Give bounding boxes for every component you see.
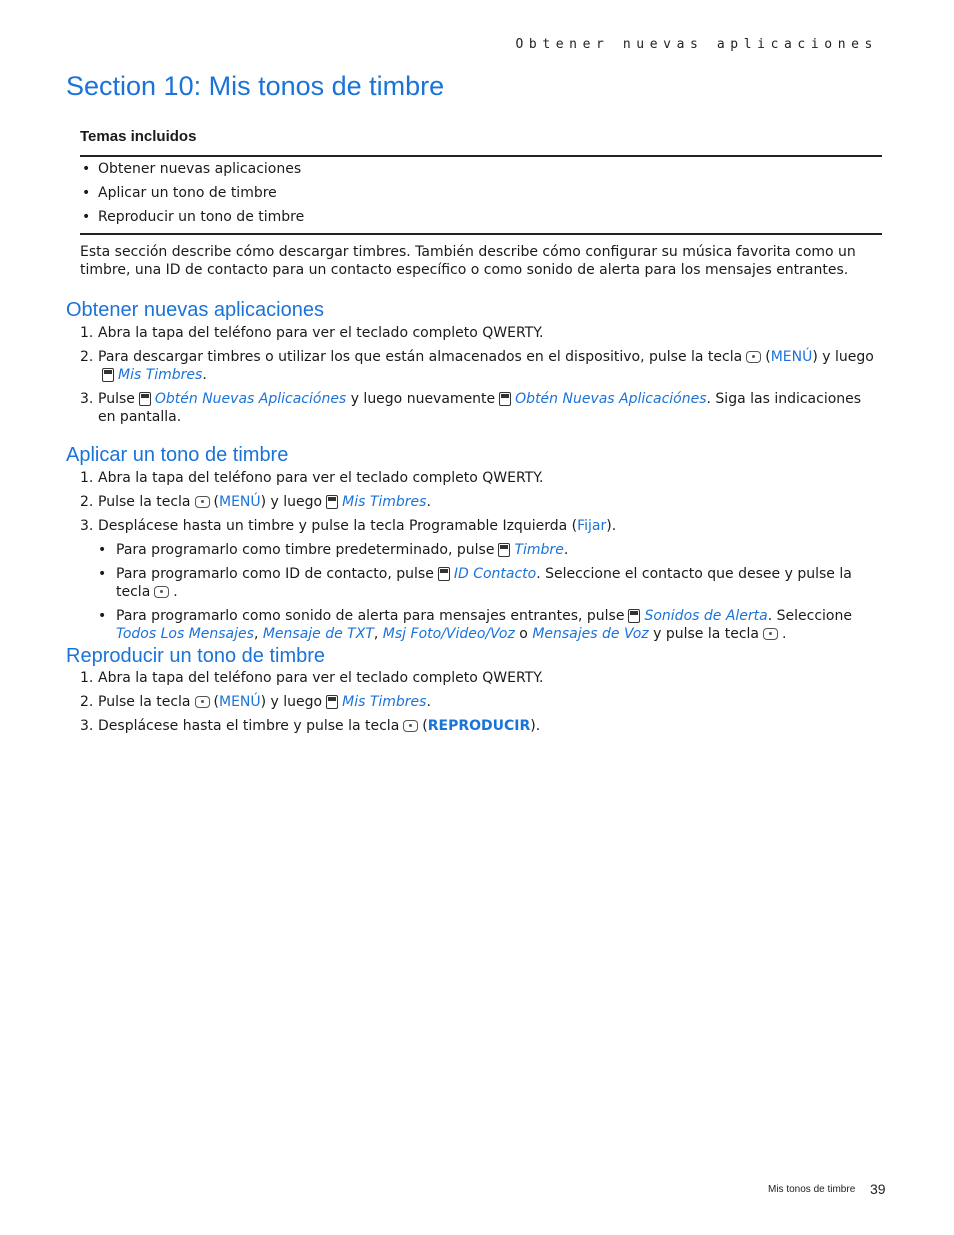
- step-item: 1. Abra la tapa del teléfono para ver el teclado completo QWERTY.: [80, 325, 544, 341]
- running-header: Obtener nuevas aplicaciones: [515, 37, 878, 52]
- ok-key-icon: [763, 628, 778, 640]
- app-icon: [628, 609, 640, 623]
- ok-key-icon: [195, 496, 210, 508]
- steps-aplicar: [80, 469, 880, 649]
- topics-rule-bottom: [80, 233, 882, 235]
- link-msj-foto[interactable]: Msj Foto/Video/Voz: [382, 626, 515, 642]
- sub-bullet-item: • Para programarlo como timbre predeterminado, pulse Timbre.: [98, 542, 569, 558]
- menu-label: MENÚ: [218, 494, 261, 510]
- sub-bullet-item: • Para programarlo como ID de contacto, pulse ID Contacto. Seleccione el contacto que desee y pulse la tecla .: [98, 566, 852, 600]
- step-item: 3. Pulse Obtén Nuevas Aplicaciónes y luego nuevamente Obtén Nuevas Aplicaciónes. Siga las indicaciones en pantalla.: [80, 391, 862, 425]
- step-item: 1. Abra la tapa del teléfono para ver el teclado completo QWERTY.: [80, 670, 544, 686]
- link-mensaje-txt[interactable]: Mensaje de TXT: [262, 626, 374, 642]
- link-mensajes-voz[interactable]: Mensajes de Voz: [532, 626, 649, 642]
- steps-obtener: [80, 324, 880, 432]
- ok-key-icon: [403, 720, 418, 732]
- footer-label: Mis tonos de timbre: [768, 1184, 856, 1195]
- page-number: 39: [870, 1181, 886, 1197]
- fijar-label: Fijar: [577, 518, 607, 534]
- reproducir-label: REPRODUCIR: [427, 718, 531, 734]
- section-title: Section 10: Mis tonos de timbre: [66, 71, 445, 101]
- intro-paragraph: Esta sección describe cómo descargar timbres. También describe cómo configurar su música favorita como un timbre, una ID de contacto para un contacto específico o como sonido de alerta para los mensajes entrantes.: [80, 244, 856, 278]
- menu-label: MENÚ: [218, 694, 261, 710]
- heading-obtener: Obtener nuevas aplicaciones: [66, 299, 324, 321]
- step-item: 2. Pulse la tecla (MENÚ) y luego Mis Timbres.: [80, 694, 431, 710]
- link-id-contacto[interactable]: ID Contacto: [453, 566, 537, 582]
- app-icon: [499, 392, 511, 406]
- app-icon: [139, 392, 151, 406]
- heading-reproducir: Reproducir un tono de timbre: [66, 645, 326, 667]
- ok-key-icon: [154, 586, 169, 598]
- heading-aplicar: Aplicar un tono de timbre: [66, 444, 289, 466]
- topic-item: • Reproducir un tono de timbre: [82, 205, 304, 229]
- app-icon: [326, 495, 338, 509]
- step-item: 2. Para descargar timbres o utilizar los que están almacenados en el dispositivo, pulse la tecla (MENÚ) y luegoMis Timbres.: [80, 349, 874, 383]
- link-mis-timbres[interactable]: Mis Timbres: [118, 367, 203, 383]
- topic-item: • Obtener nuevas aplicaciones: [82, 157, 304, 181]
- link-todos-los-mensajes[interactable]: Todos Los Mensajes: [116, 626, 254, 642]
- link-mis-timbres[interactable]: Mis Timbres: [342, 494, 427, 510]
- link-sonidos-alerta[interactable]: Sonidos de Alerta: [644, 608, 768, 624]
- step-item: 2. Pulse la tecla (MENÚ) y luego Mis Timbres.: [80, 494, 431, 510]
- app-icon: [498, 543, 510, 557]
- app-icon: [102, 368, 114, 382]
- ok-key-icon: [746, 351, 761, 363]
- topic-item: • Aplicar un tono de timbre: [82, 181, 304, 205]
- step-item: 1. Abra la tapa del teléfono para ver el teclado completo QWERTY.: [80, 470, 544, 486]
- step-item: 3. Desplácese hasta un timbre y pulse la tecla Programable Izquierda (Fijar). • Para programarlo como timbre predeterminado, pulse Timbre. • Para programarlo como ID de contacto, pulse ID Contacto. Seleccione el contacto que desee y pulse la tecla . • Para programarlo como sonido de alerta para mensajes entrantes, pulse Sonidos de Alerta. Seleccione Todos Los Mensajes, Mensaje de TXT, Msj Foto/Video/Voz o Mensajes de Voz y pulse la tecla .: [80, 517, 880, 643]
- link-obten-nuevas[interactable]: Obtén Nuevas Aplicaciónes: [515, 391, 707, 407]
- link-timbre[interactable]: Timbre: [514, 542, 564, 558]
- app-icon: [438, 567, 450, 581]
- steps-reproducir: [80, 669, 880, 741]
- sub-bullets: [98, 541, 880, 643]
- topics-list: [82, 157, 304, 229]
- sub-bullet-item: • Para programarlo como sonido de alerta para mensajes entrantes, pulse Sonidos de Alerta. Seleccione Todos Los Mensajes, Mensaje de TXT, Msj Foto/Video/Voz o Mensajes de Voz y pulse la tecla .: [98, 608, 852, 642]
- link-obten-nuevas[interactable]: Obtén Nuevas Aplicaciónes: [154, 391, 347, 407]
- app-icon: [326, 695, 338, 709]
- link-mis-timbres[interactable]: Mis Timbres: [342, 694, 427, 710]
- ok-key-icon: [195, 696, 210, 708]
- menu-label: MENÚ: [770, 349, 813, 365]
- topics-label: Temas incluidos: [80, 128, 197, 145]
- step-item: 3. Desplácese hasta el timbre y pulse la tecla (REPRODUCIR).: [80, 718, 541, 734]
